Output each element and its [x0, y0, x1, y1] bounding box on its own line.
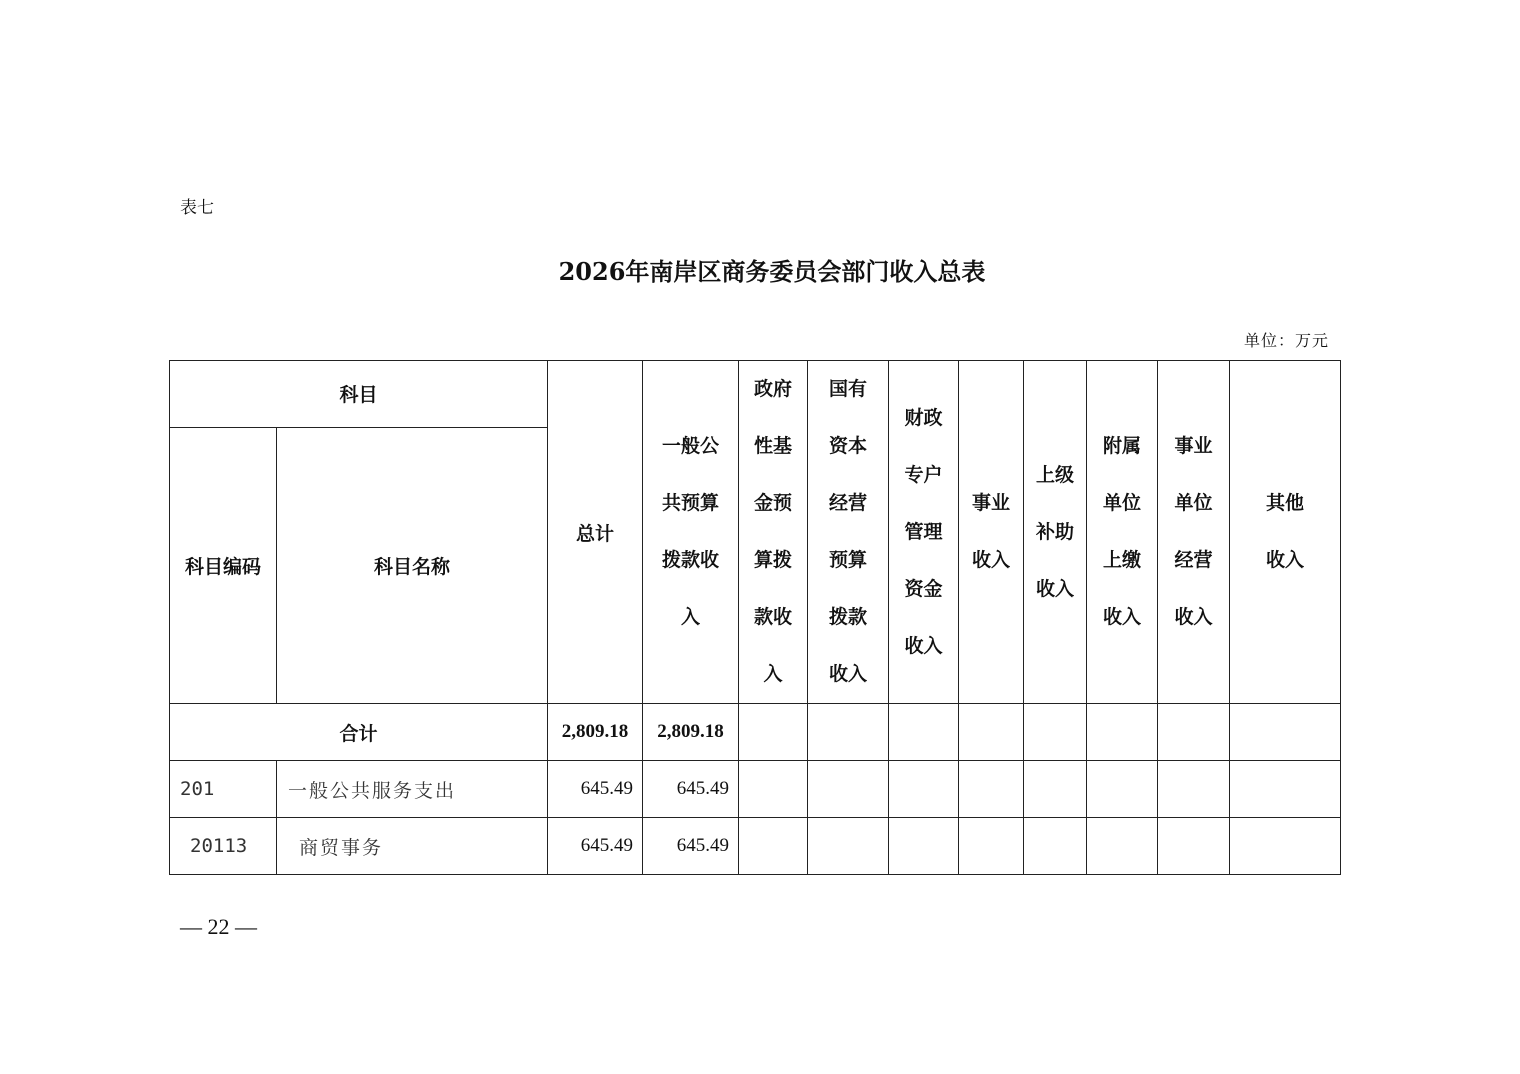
business-operation-header: 事业单位经营收入: [1158, 361, 1230, 704]
subject-name-header: 科目名称: [277, 427, 548, 703]
unit-note: 单位：万元: [1243, 331, 1329, 350]
page-title: 2026年南岸区商务委员会部门收入总表: [558, 257, 986, 286]
fiscal-special-header: 财政专户管理资金收入: [889, 361, 959, 704]
totals-label: 合计: [170, 704, 548, 761]
other-income-header: 其他收入: [1230, 361, 1341, 704]
totals-row: [170, 704, 1341, 761]
table-row: [170, 761, 1341, 818]
row-total: 645.49: [548, 818, 643, 875]
row-name: 商贸事务: [277, 818, 548, 875]
row-code: 20113: [170, 818, 277, 875]
affiliated-payment-header: 附属单位上缴收入: [1087, 361, 1158, 704]
income-table: [169, 360, 1341, 875]
row-general-budget: 645.49: [643, 761, 739, 818]
subject-code-header: 科目编码: [170, 427, 277, 703]
superior-subsidy-header: 上级补助收入: [1024, 361, 1087, 704]
row-name: 一般公共服务支出: [277, 761, 548, 818]
state-capital-header: 国有资本经营预算拨款收入: [808, 361, 889, 704]
totals-general-budget: 2,809.18: [643, 704, 739, 761]
row-general-budget: 645.49: [643, 818, 739, 875]
table-number: 表七: [180, 198, 214, 218]
page-number: — 22 —: [180, 914, 257, 939]
subject-header: 科目: [170, 361, 548, 428]
row-code: 201: [170, 761, 277, 818]
business-income-header: 事业收入: [959, 361, 1024, 704]
total-header: 总计: [548, 361, 643, 704]
gov-fund-header: 政府性基金预算拨款收入: [739, 361, 808, 704]
row-total: 645.49: [548, 761, 643, 818]
totals-total: 2,809.18: [548, 704, 643, 761]
table-row: [170, 818, 1341, 875]
general-budget-header: 一般公共预算拨款收入: [643, 361, 739, 704]
